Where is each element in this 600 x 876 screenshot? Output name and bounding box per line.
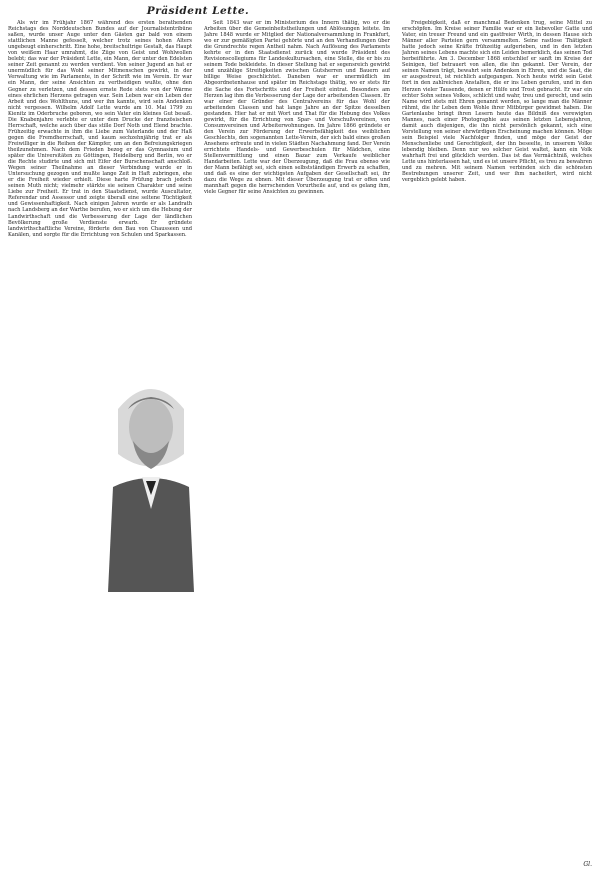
- article-title: Präsident Lette.: [146, 5, 250, 17]
- article-column-2: [204, 20, 390, 870]
- author-signature: Gl.: [583, 861, 592, 868]
- column-2-text: Seit 1843 war er im Ministerium des Innern thätig, wo er die Arbeiten über die Gemeinheitstheilungen und Ablösungen leitete. Im Jahre 1848 wurde er Mitglied der Nationalversammlung in Frankfurt, wo er zur gemäßigten Partei gehörte und an den Verhandlungen über die Grundrechte regen Antheil nahm. Nach Auflösung des Parlaments kehrte er in den Staatsdienst zurück und wurde Präsident des Revisionscollegiums für Landeskultursachen, eine Stelle, die er bis zu seinem Tode bekleidete. In dieser Stellung hat er segensreich gewirkt und unzählige Streitigkeiten zwischen Gutsherren und Bauern auf billige Weise geschlichtet. Daneben war er unermüdlich im Abgeordnetenhause und später im Reichstage thätig, wo er stets für die Sache des Fortschritts und der Freiheit eintrat. Besonders am Herzen lag ihm die Verbesserung der Lage der arbeitenden Classen. Er war einer der Gründer des Centralvereins für das Wohl der arbeitenden Classen und hat lange Jahre an der Spitze desselben gestanden. Hier hat er mit Wort und That für die Hebung des Volkes gewirkt, für die Errichtung von Spar- und Vorschußvereinen, von Consumvereinen und Arbeiterwohnungen. Im Jahre 1866 gründete er den Verein zur Förderung der Erwerbsfähigkeit des weiblichen Geschlechts, den sogenannten Lette-Verein, der sich bald eines großen Ansehens erfreute und in vielen Städten Nachahmung fand. Der Verein errichtete Handels- und Gewerbeschulen für Mädchen, eine Stellenvermittlung und einen Bazar zum Verkaufe weiblicher Handarbeiten. Lette war der Überzeugung, daß die Frau ebenso wie der Mann befähigt sei, sich einen selbstständigen Erwerb zu schaffen, und daß es eine der wichtigsten Aufgaben der Gesellschaft sei, ihr dazu die Wege zu ebnen. Mit dieser Überzeugung trat er offen und mannhaft gegen die herrschenden Vorurtheile auf, und es gelang ihm, viele Gegner für seine Ansichten zu gewinnen.: [204, 20, 390, 196]
- portrait-engraving: [108, 369, 194, 592]
- column-1-text: Als wir im Frühjahr 1867 während des ersten berathenden Reichstags des Norddeutschen Bundes auf der Journalistentribüne saßen, wurde unser Auge unter den Gästen gar bald von einem stattlichen Manne gefesselt, welcher trotz seines hohen Alters ungebeugt einherschritt. Eine hohe, breitschultrige Gestalt, das Haupt von weißem Haar umrahmt, die Züge von Geist und Wohlwollen belebt; das war der Präsident Lette, ein Mann, der unter den Edelsten seiner Zeit genannt zu werden verdient. Von seiner Jugend an hat er unermüdlich für das Wohl seiner Mitmenschen gewirkt, in der Verwaltung wie im Parlamente, in der Schrift wie im Verein. Er war ein Mann, der seine Ansichten zu vertheidigen wußte, ohne den Gegner zu verletzen, und dessen ernste Rede stets von der Wärme eines ehrlichen Herzens getragen war. Sein Leben war ein Leben der Arbeit und des Wohlthuns, und wer ihn kannte, wird sein Andenken nicht vergessen. Wilhelm Adolf Lette wurde am 10. Mai 1799 zu Kienitz im Oderbruche geboren, wo sein Vater ein kleines Gut besaß. Die Knabenjahre verlebte er unter dem Drucke der französischen Herrschaft, welche auch über das stille Dorf Noth und Elend brachte. Frühzeitig erwachte in ihm die Liebe zum Vaterlande und der Haß gegen die Fremdherrschaft, und kaum sechzehnjährig trat er als Freiwilliger in die Reihen der Kämpfer, um an den Befreiungskriegen theilzunehmen. Nach dem Frieden bezog er das Gymnasium und später die Universitäten zu Göttingen, Heidelberg und Berlin, wo er die Rechte studirte und sich mit Eifer der Burschenschaft anschloß. Wegen seiner Theilnahme an dieser Verbindung wurde er in Untersuchung gezogen und mußte lange Zeit in Haft zubringen, ehe er die Freiheit wieder erhielt. Diese harte Prüfung brach jedoch seinen Muth nicht; vielmehr stärkte sie seinen Charakter und seine Liebe zur Freiheit. Er trat in den Staatsdienst, wurde Auscultator, Referendar und Assessor und zeigte überall eine seltene Tüchtigkeit und Gewissenhaftigkeit. Nach einigen Jahren wurde er als Landrath nach Landsberg an der Warthe berufen, wo er sich um die Hebung der Landwirthschaft und die Verbesserung der Lage der ländlichen Bevölkerung große Verdienste erwarb. Er gründete landwirthschaftliche Vereine, förderte den Bau von Chausseen und Kanälen, und sorgte für die Errichtung von Schulen und Sparkassen.: [8, 20, 192, 238]
- column-3-text: Freigebigkeit, daß er manchmal Bedenken trug, seine Mittel zu erschöpfen. Im Kreise seiner Familie war er ein liebevoller Gatte und Vater, ein treuer Freund und ein gastfreier Wirth, in dessen Hause sich Männer aller Parteien gern versammelten. Seine rastlose Thätigkeit hatte jedoch seine Kräfte frühzeitig aufgerieben, und in den letzten Jahren seines Lebens machte sich ein Leiden bemerklich, das seinen Tod herbeiführte. Am 3. December 1868 entschlief er sanft im Kreise der Seinigen, tief betrauert von allen, die ihn gekannt. Der Verein, der seinen Namen trägt, bewahrt sein Andenken in Ehren, und die Saat, die er ausgestreut, ist reichlich aufgegangen. Noch heute wirkt sein Geist fort in den zahlreichen Anstalten, die er ins Leben gerufen, und in den Herzen vieler Tausende, denen er Hülfe und Trost gebracht. Er war ein echter Sohn seines Volkes, schlicht und wahr, treu und gerecht, und sein Name wird stets mit Ehren genannt werden, so lange man die Männer rühmt, die ihr Leben dem Wohle ihrer Mitbürger gewidmet haben. Die Gartenlaube bringt ihren Lesern heute das Bildniß des verewigten Mannes, nach einer Photographie aus seinen letzten Lebensjahren, damit auch diejenigen, die ihn nicht persönlich gekannt, sich eine Vorstellung von seiner ehrwürdigen Erscheinung machen können. Möge sein Beispiel viele Nachfolger finden, und möge der Geist der Menschenliebe und Gerechtigkeit, der ihn beseelte, in unserem Volke lebendig bleiben. Denn nur wo solcher Geist waltet, kann ein Volk wahrhaft frei und glücklich werden. Das ist das Vermächtniß, welches Lette uns hinterlassen hat, und es ist unsere Pflicht, es treu zu bewahren und zu mehren. Mit seinem Namen verbinden sich die schönsten Bestrebungen unserer Zeit, und wer ihm nacheifert, wird nicht vergeblich gelebt haben.: [402, 20, 592, 184]
- article-column-3: [402, 20, 592, 870]
